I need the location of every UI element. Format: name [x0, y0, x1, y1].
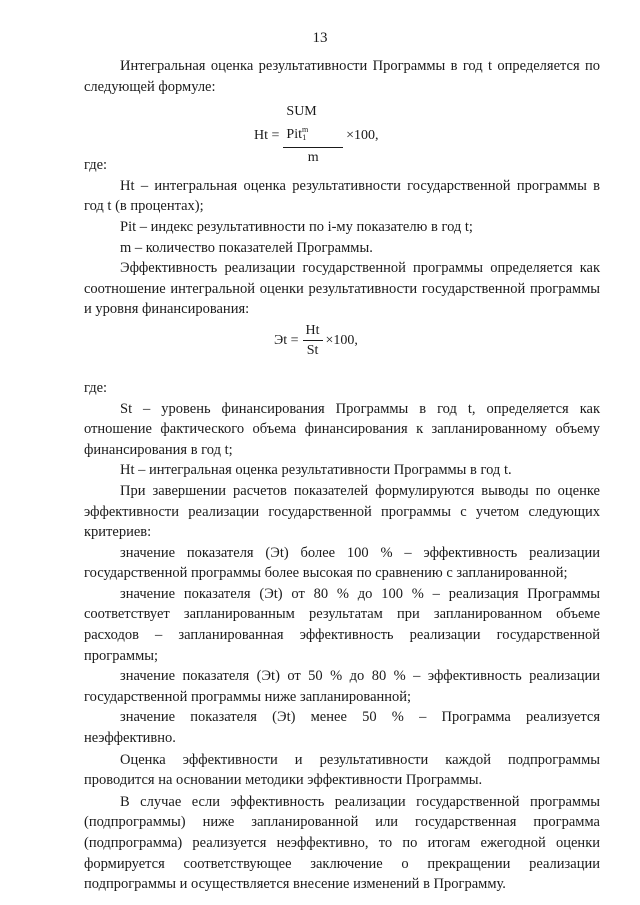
- formula-efficiency: [84, 320, 600, 378]
- criterion-above-100: значение показателя (Эt) более 100 % – эффективность реализации государственной программы более высокая по сравнению с запланированной;: [84, 544, 600, 582]
- definition-st: St – уровень финансирования Программы в год t, определяется как отношение фактического объема финансирования к запланированному объему финансирования в год t;: [84, 400, 600, 458]
- formula-integral-lhs: Ht =: [254, 127, 280, 143]
- where-label-1: где:: [84, 157, 108, 174]
- where-label-2: где:: [84, 379, 108, 396]
- paragraph-criteria-intro: При завершении расчетов показателей формулируются выводы по оценке эффективности реализации государственной программы с учетом следующих критериев:: [84, 482, 600, 541]
- definition-ht: Ht – интегральная оценка результативности государственной программы в год t (в процентах);: [84, 177, 600, 215]
- paragraph-efficiency-intro: Эффективность реализации государственной программы определяется как соотношение интегральной оценки результативности государственной программы и уровня финансирования:: [84, 260, 600, 318]
- formula-integral-rhs: ×100,: [346, 127, 379, 143]
- formula-integral-denominator: m: [307, 150, 319, 166]
- formula-efficiency-rhs: ×100,: [325, 333, 358, 349]
- formula-integral-numerator: SUM Pit$^m_1$: [283, 103, 343, 148]
- definition-ht-2: Ht – интегральная оценка результативности Программы в год t.: [120, 462, 512, 479]
- paragraph-integral-intro: Интегральная оценка результативности Программы в год t определяется по следующей формуле:: [84, 58, 600, 95]
- formula-efficiency-lhs: Эt =: [274, 333, 299, 349]
- paragraph-conclusion: В случае если эффективность реализации государственной программы (подпрограммы) ниже запланированной или государственная программа (подпрограмма) реализуется неэффективно, то по итогам ежегодной оценки формируется соответствующее заключение о прекращении реализации подпрограммы и осуществляется внесение изменений в Программу.: [84, 793, 600, 893]
- criterion-below-50: значение показателя (Эt) менее 50 % – Программа реализуется неэффективно.: [84, 709, 600, 747]
- definition-m: m – количество показателей Программы.: [120, 239, 373, 256]
- paragraph-subprogram-evaluation: Оценка эффективности и результативности каждой подпрограммы проводится на основании методики эффективности Программы.: [84, 751, 600, 789]
- page-number: 13: [312, 30, 328, 46]
- formula-efficiency-numerator: Ht: [303, 322, 323, 341]
- formula-efficiency-denominator: St: [306, 342, 319, 358]
- criterion-80-100: значение показателя (Эt) от 80 % до 100 % – реализация Программы соответствует запланированным результатам при запланированном объеме расходов – запланированная эффективность реализации государственной программы;: [84, 585, 600, 664]
- definition-pit: Pit – индекс результативности по i-му показателю в год t;: [120, 218, 473, 235]
- criterion-50-80: значение показателя (Эt) от 50 % до 80 % – эффективность реализации государственной программы ниже запланированной;: [84, 668, 600, 705]
- formula-integral-sub: 1: [302, 133, 307, 143]
- document-body: [84, 56, 600, 895]
- formula-integral-sup: m: [301, 125, 309, 135]
